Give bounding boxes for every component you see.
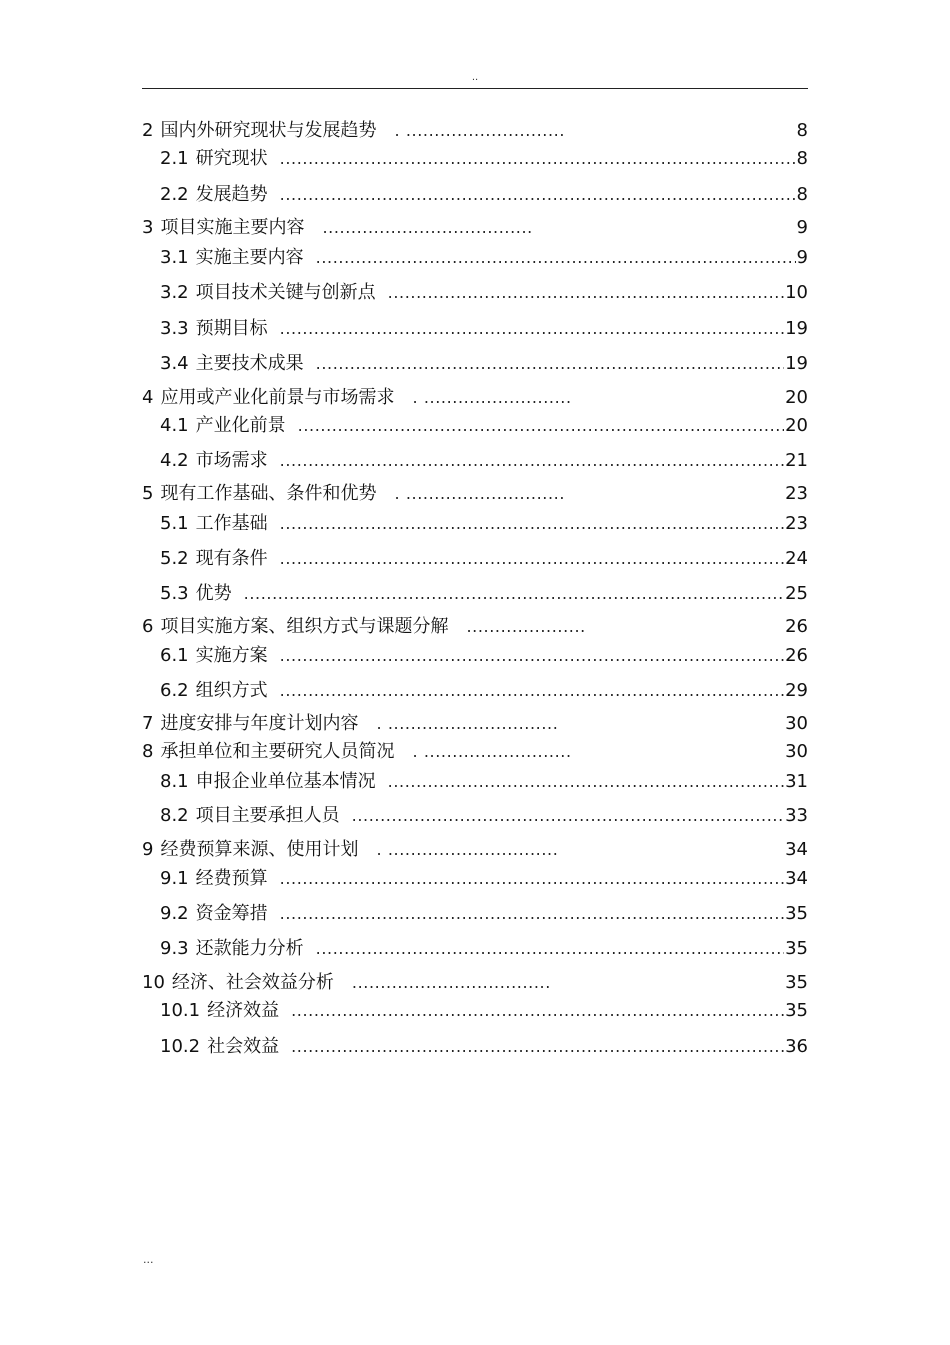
toc-entry-title: 发展趋势 — [195, 184, 268, 205]
toc-entry[interactable] — [142, 678, 808, 704]
toc-entry-number: 4.1 — [160, 415, 189, 436]
toc-entry-number: 8 — [142, 741, 154, 762]
toc-entry[interactable] — [142, 711, 808, 737]
toc-entry-leader — [280, 448, 784, 474]
toc-entry[interactable] — [142, 351, 808, 377]
toc-entry-label — [160, 316, 268, 342]
toc-entry-leader: . .............................. — [376, 840, 559, 859]
toc-entry-number: 2.2 — [160, 184, 189, 205]
toc-entry[interactable] — [142, 448, 808, 474]
toc-entry-page-number: 23 — [785, 483, 808, 504]
toc-entry[interactable] — [142, 511, 808, 537]
toc-entry-title: 项目技术关键与创新点 — [195, 282, 376, 303]
toc-entry-page-number: 24 — [785, 548, 808, 569]
toc-entry-title: 主要技术成果 — [195, 353, 304, 374]
toc-entry-page-number: 10 — [785, 282, 808, 303]
toc-entry-leader — [280, 678, 784, 704]
toc-entry-leader: ..................... — [466, 617, 586, 636]
toc-entry[interactable] — [142, 837, 808, 863]
toc-entry-title: 组织方式 — [195, 680, 268, 701]
toc-entry-leader — [280, 546, 784, 572]
toc-entry[interactable] — [142, 1034, 808, 1060]
toc-entry-label — [160, 901, 268, 927]
toc-entry-label — [160, 936, 304, 962]
toc-entry-leader: . .............................. — [376, 714, 559, 733]
toc-entry-number: 3.2 — [160, 282, 189, 303]
toc-entry-number: 6.2 — [160, 680, 189, 701]
toc-entry-page-number: 30 — [785, 713, 808, 734]
toc-entry-page-number: 9 — [796, 247, 808, 268]
toc-entry-title: 研究现状 — [195, 148, 268, 169]
toc-entry[interactable] — [142, 614, 808, 640]
toc-entry-label — [160, 351, 304, 377]
toc-entry[interactable] — [142, 182, 808, 208]
toc-entry-title: 现有工作基础、条件和优势 — [160, 483, 377, 504]
toc-entry-label — [142, 739, 394, 765]
toc-entry-page-number: 35 — [785, 903, 808, 924]
toc-entry-title: 市场需求 — [195, 450, 268, 471]
toc-entry-number: 4 — [142, 387, 154, 408]
table-of-contents — [142, 0, 808, 1100]
toc-entry-title: 还款能力分析 — [195, 938, 304, 959]
toc-entry-leader: ................................... — [351, 973, 551, 992]
toc-entry-leader — [352, 803, 784, 829]
toc-entry-label — [160, 803, 340, 829]
toc-entry-leader: ..................................... — [322, 218, 533, 237]
toc-entry-page-number: 8 — [796, 148, 808, 169]
toc-entry-number: 8.2 — [160, 805, 189, 826]
toc-entry-page-number: 20 — [785, 415, 808, 436]
toc-entry-page-number: 31 — [785, 771, 808, 792]
toc-entry-label — [160, 678, 268, 704]
toc-entry-title: 申报企业单位基本情况 — [195, 771, 376, 792]
toc-entry-title: 产业化前景 — [195, 415, 286, 436]
toc-entry-label — [142, 837, 358, 863]
toc-entry-leader — [291, 1034, 784, 1060]
toc-entry-number: 9 — [142, 839, 154, 860]
toc-entry-number: 2.1 — [160, 148, 189, 169]
toc-entry-number: 9.3 — [160, 938, 189, 959]
toc-entry-leader — [388, 280, 784, 306]
toc-entry-leader — [316, 936, 784, 962]
toc-entry-number: 9.1 — [160, 868, 189, 889]
toc-entry[interactable] — [142, 803, 808, 829]
toc-entry[interactable] — [142, 970, 808, 996]
toc-entry-title: 项目主要承担人员 — [195, 805, 340, 826]
toc-entry-label — [142, 970, 334, 996]
toc-entry-label — [160, 511, 268, 537]
toc-entry-label — [142, 118, 376, 144]
toc-entry-label — [142, 614, 448, 640]
toc-entry-page-number: 23 — [785, 513, 808, 534]
toc-entry[interactable] — [142, 546, 808, 572]
toc-entry-leader — [280, 182, 796, 208]
toc-entry-title: 经费预算 — [195, 868, 268, 889]
toc-entry[interactable] — [142, 739, 808, 765]
toc-entry[interactable] — [142, 146, 808, 172]
toc-entry-label — [142, 711, 358, 737]
toc-entry-leader — [280, 901, 784, 927]
toc-entry-number: 9.2 — [160, 903, 189, 924]
toc-entry-number: 2 — [142, 120, 154, 141]
toc-entry-page-number: 8 — [796, 120, 808, 141]
toc-entry-number: 5 — [142, 483, 154, 504]
toc-entry-title: 实施主要内容 — [195, 247, 304, 268]
toc-entry-label — [142, 385, 394, 411]
toc-entry-leader — [298, 413, 784, 439]
toc-entry-page-number: 21 — [785, 450, 808, 471]
toc-entry-page-number: 33 — [785, 805, 808, 826]
toc-entry[interactable] — [142, 118, 808, 144]
toc-entry-title: 项目实施主要内容 — [160, 217, 305, 238]
toc-entry-title: 实施方案 — [195, 645, 268, 666]
toc-entry-page-number: 30 — [785, 741, 808, 762]
toc-entry-label — [160, 546, 268, 572]
toc-entry-leader — [388, 769, 784, 795]
toc-entry[interactable] — [142, 413, 808, 439]
toc-entry-title: 优势 — [195, 583, 232, 604]
toc-entry-label — [160, 643, 268, 669]
toc-entry-page-number: 35 — [785, 938, 808, 959]
toc-entry[interactable] — [142, 643, 808, 669]
toc-entry-label — [160, 448, 268, 474]
toc-entry-leader — [316, 245, 796, 271]
toc-entry-number: 3.3 — [160, 318, 189, 339]
toc-entry-label — [142, 215, 304, 241]
toc-entry-number: 6.1 — [160, 645, 189, 666]
toc-entry-label — [160, 581, 232, 607]
toc-entry-title: 工作基础 — [195, 513, 268, 534]
toc-entry[interactable] — [142, 769, 808, 795]
toc-entry-leader — [280, 643, 784, 669]
toc-entry-page-number: 19 — [785, 318, 808, 339]
toc-entry-number: 4.2 — [160, 450, 189, 471]
toc-entry-leader — [280, 866, 784, 892]
toc-entry-number: 7 — [142, 713, 154, 734]
toc-entry-title: 社会效益 — [207, 1036, 280, 1057]
toc-entry[interactable] — [142, 901, 808, 927]
toc-entry-number: 10.2 — [160, 1036, 201, 1057]
toc-entry[interactable] — [142, 215, 808, 241]
toc-entry-leader — [244, 581, 784, 607]
toc-entry-number: 3.1 — [160, 247, 189, 268]
toc-entry-page-number: 25 — [785, 583, 808, 604]
toc-entry-leader — [291, 998, 784, 1024]
toc-entry-leader — [316, 351, 784, 377]
toc-entry-label — [160, 146, 268, 172]
toc-entry-page-number: 34 — [785, 868, 808, 889]
toc-entry-number: 3 — [142, 217, 154, 238]
toc-entry-number: 5.2 — [160, 548, 189, 569]
toc-entry-page-number: 35 — [785, 1000, 808, 1021]
toc-entry-label — [160, 769, 376, 795]
toc-entry-label — [142, 481, 376, 507]
toc-entry-page-number: 34 — [785, 839, 808, 860]
toc-entry-page-number: 19 — [785, 353, 808, 374]
toc-entry[interactable] — [142, 866, 808, 892]
toc-entry-page-number: 36 — [785, 1036, 808, 1057]
toc-entry-page-number: 8 — [796, 184, 808, 205]
toc-entry-leader — [280, 146, 796, 172]
toc-entry-leader: . ............................ — [394, 484, 566, 503]
toc-entry[interactable] — [142, 481, 808, 507]
toc-entry[interactable] — [142, 385, 808, 411]
toc-entry[interactable] — [142, 581, 808, 607]
toc-entry[interactable] — [142, 245, 808, 271]
toc-entry-leader: . .......................... — [412, 388, 572, 407]
toc-entry-page-number: 29 — [785, 680, 808, 701]
toc-entry-label — [160, 998, 279, 1024]
toc-entry-title: 承担单位和主要研究人员简况 — [160, 741, 395, 762]
toc-entry-title: 国内外研究现状与发展趋势 — [160, 120, 377, 141]
toc-entry-leader: . ............................ — [394, 121, 566, 140]
toc-entry-label — [160, 413, 286, 439]
toc-entry-number: 10 — [142, 972, 165, 993]
toc-entry-page-number: 9 — [796, 217, 808, 238]
page-footer-mark: ... — [143, 1253, 154, 1266]
toc-entry-title: 应用或产业化前景与市场需求 — [160, 387, 395, 408]
toc-entry-leader: . .......................... — [412, 742, 572, 761]
toc-entry-label — [160, 245, 304, 271]
toc-entry-number: 5.3 — [160, 583, 189, 604]
toc-entry-label — [160, 182, 268, 208]
page-header-mark: .. — [471, 72, 479, 83]
toc-entry-leader — [280, 511, 784, 537]
toc-entry-page-number: 26 — [785, 616, 808, 637]
toc-entry-number: 10.1 — [160, 1000, 201, 1021]
toc-entry[interactable] — [142, 280, 808, 306]
toc-entry-title: 经济、社会效益分析 — [171, 972, 334, 993]
toc-entry-title: 现有条件 — [195, 548, 268, 569]
toc-entry-page-number: 35 — [785, 972, 808, 993]
toc-entry-label — [160, 866, 268, 892]
toc-entry-number: 8.1 — [160, 771, 189, 792]
toc-entry[interactable] — [142, 316, 808, 342]
toc-entry-page-number: 20 — [785, 387, 808, 408]
toc-entry-label — [160, 1034, 279, 1060]
toc-entry-number: 5.1 — [160, 513, 189, 534]
toc-entry-leader — [280, 316, 784, 342]
toc-entry-title: 预期目标 — [195, 318, 268, 339]
toc-entry-label — [160, 280, 376, 306]
toc-entry-number: 6 — [142, 616, 154, 637]
toc-entry[interactable] — [142, 998, 808, 1024]
toc-entry-title: 进度安排与年度计划内容 — [160, 713, 359, 734]
toc-entry-page-number: 26 — [785, 645, 808, 666]
toc-entry-title: 经费预算来源、使用计划 — [160, 839, 359, 860]
toc-entry[interactable] — [142, 936, 808, 962]
toc-entry-title: 资金筹措 — [195, 903, 268, 924]
toc-entry-title: 项目实施方案、组织方式与课题分解 — [160, 616, 449, 637]
toc-entry-title: 经济效益 — [207, 1000, 280, 1021]
toc-entry-number: 3.4 — [160, 353, 189, 374]
